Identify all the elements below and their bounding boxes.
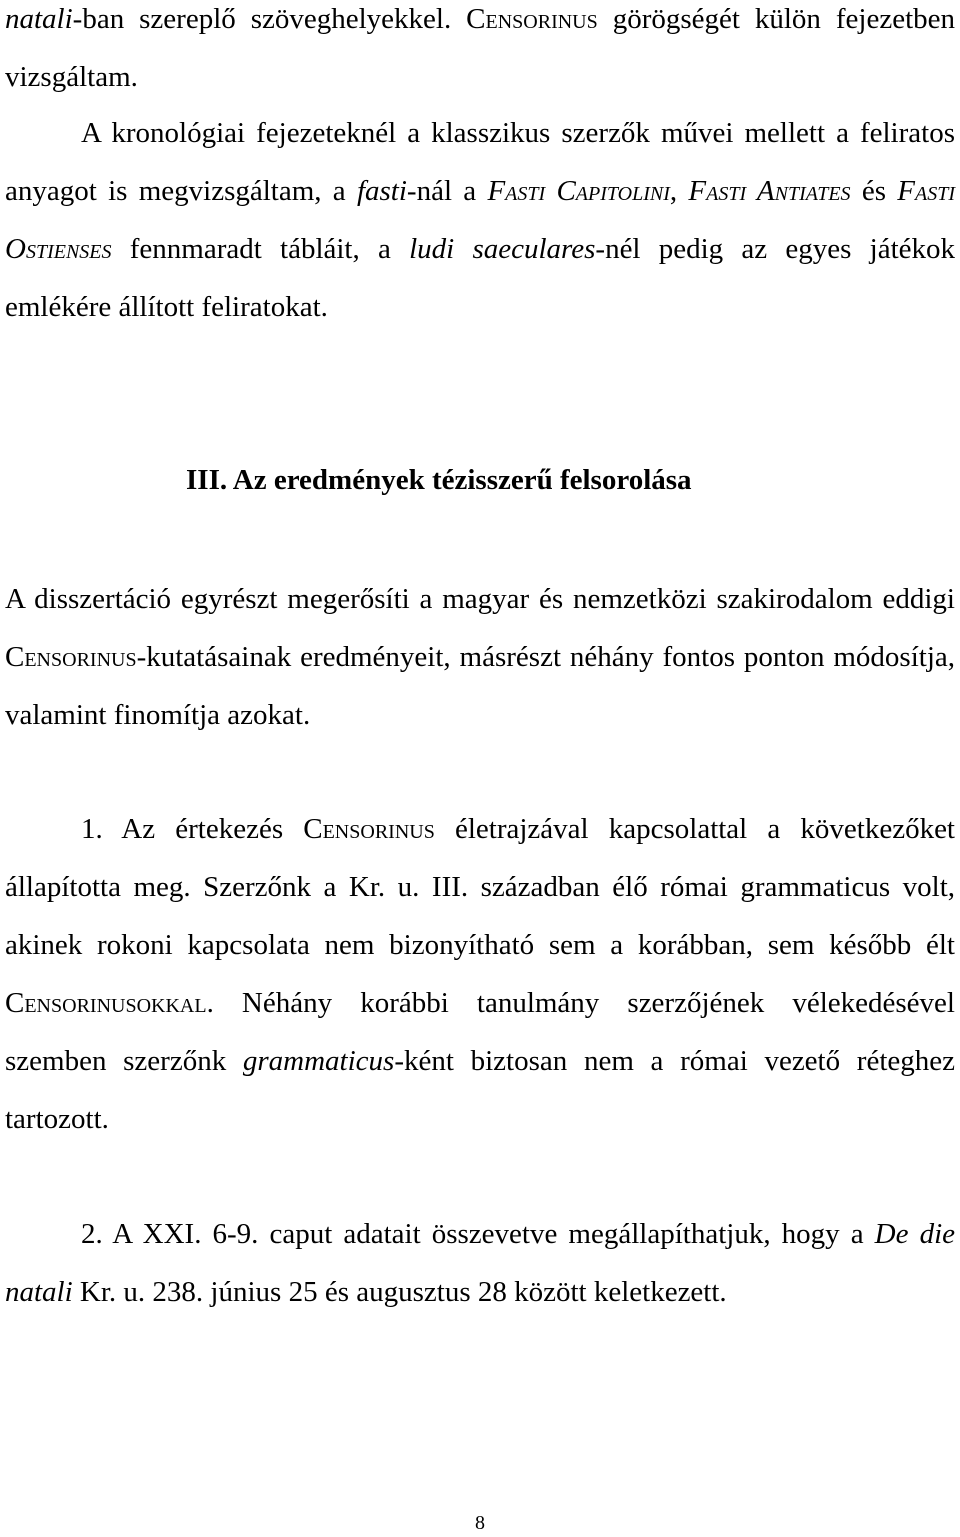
text-italic: De die natali xyxy=(5,1218,955,1308)
text-run: fennmaradt tábláit, a xyxy=(111,233,410,265)
text-italic-smallcaps: Fasti Capitolini xyxy=(487,175,670,207)
text-italic: natali xyxy=(5,3,73,35)
paragraph-thesis-1 xyxy=(5,800,955,1148)
text-run: és xyxy=(850,175,898,207)
text-run: -nál a xyxy=(406,175,488,207)
paragraph-thesis-2 xyxy=(5,1205,955,1321)
text-italic: grammaticus xyxy=(242,1045,395,1077)
text-run: , xyxy=(669,175,689,207)
text-run: -ként biztosan nem a római vezető réteghez tartozott. xyxy=(5,1045,956,1135)
text-run: 2. A XXI. 6-9. caput adatait összevetve megállapíthatjuk, hogy a xyxy=(81,1218,875,1250)
text-run: A disszertáció egyrészt megerősíti a magyar és nemzetközi szakirodalom eddigi xyxy=(5,583,955,615)
text-smallcaps: Censorinusokkal xyxy=(5,987,207,1019)
text-run: görögségét külön fejezetben vizsgáltam. xyxy=(5,3,956,93)
text-run: -kutatásainak eredményeit, másrészt néhány fontos ponton módosítja, valamint finomítja azokat. xyxy=(5,641,955,731)
text-smallcaps: Censorinus xyxy=(466,3,598,35)
text-italic-smallcaps: Fasti Ostienses xyxy=(5,175,955,265)
paragraph-chronology-sources xyxy=(5,104,955,336)
text-run: -nél pedig az egyes játékok emlékére állított feliratokat. xyxy=(5,233,955,323)
text-italic: ludi saeculares xyxy=(409,233,596,265)
paragraph-dissertation-summary xyxy=(5,570,955,744)
text-run: -ban szereplő szöveghelyekkel. xyxy=(72,3,467,35)
text-italic-smallcaps: Fasti Antiates xyxy=(688,175,851,207)
text-run: . Néhány korábbi tanulmány szerzőjének vélekedésével szemben szerzőnk xyxy=(5,987,955,1077)
section-heading: III. Az eredmények tézisszerű felsorolása xyxy=(186,464,692,496)
page-number: 8 xyxy=(475,1512,485,1534)
text-run: 1. Az értekezés xyxy=(81,813,304,845)
text-smallcaps: Censorinus xyxy=(303,813,435,845)
text-run: A kronológiai fejezeteknél a klasszikus szerzők művei mellett a feliratos anyagot is megvizsgáltam, a xyxy=(5,117,955,207)
text-italic: fasti xyxy=(356,175,407,207)
text-run: Kr. u. 238. június 25 és augusztus 28 között keletkezett. xyxy=(72,1276,727,1308)
text-run: életrajzával kapcsolattal a következőket állapította meg. Szerzőnk a Kr. u. III. században élő római grammaticus volt, akinek rokoni kapcsolata nem bizonyítható sem a korábban, sem később élt xyxy=(5,813,955,961)
text-smallcaps: Censorinus xyxy=(5,641,137,673)
paragraph-censorinus-greek xyxy=(5,0,955,106)
